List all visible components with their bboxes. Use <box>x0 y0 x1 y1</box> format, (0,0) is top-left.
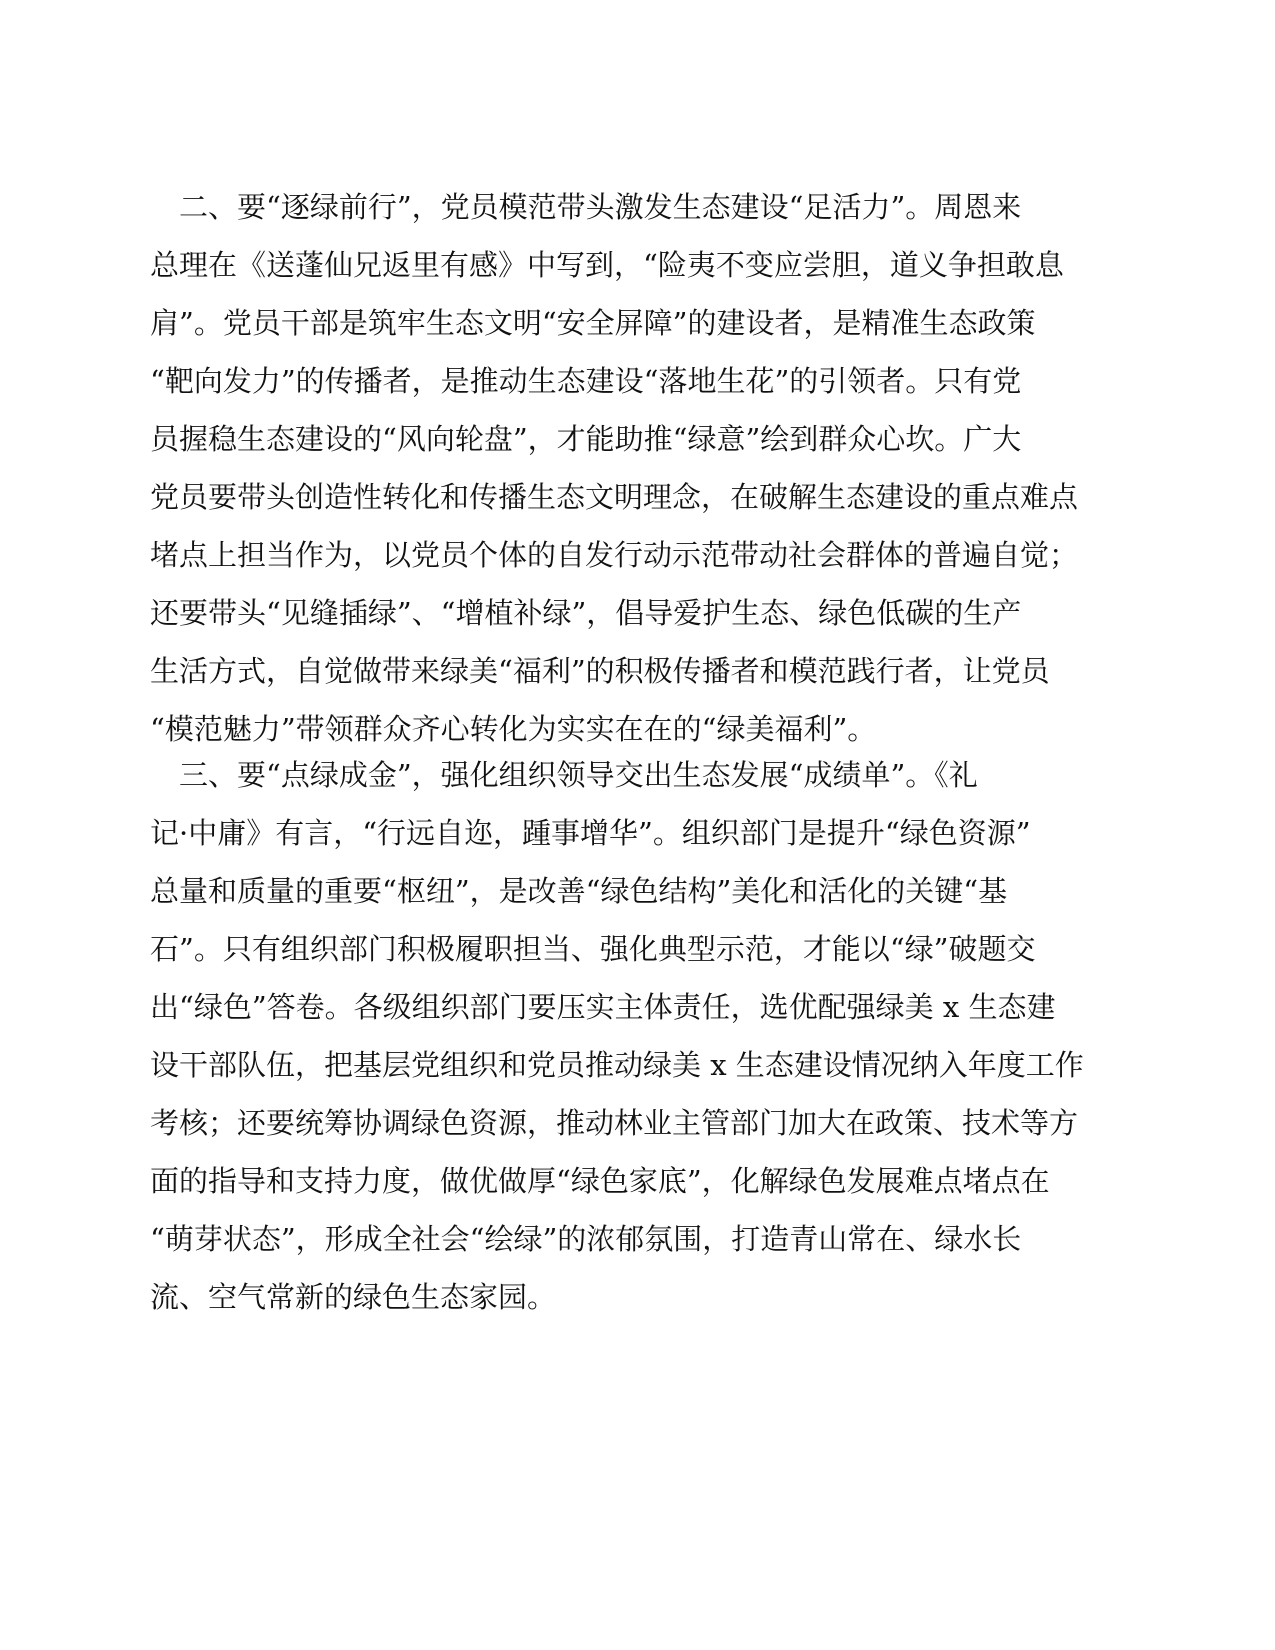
paragraph-line: “萌芽状态”，形成全社会“绘绿”的浓郁氛围，打造青山常在、绿水长 <box>150 1222 1022 1256</box>
paragraph-line: 出“绿色”答卷。各级组织部门要压实主体责任，选优配强绿美 x 生态建 <box>150 990 1056 1024</box>
paragraph-line: 员握稳生态建设的“风向轮盘”，才能助推“绿意”绘到群众心坎。广大 <box>150 422 1022 456</box>
paragraph-line: 总理在《送蓬仙兄返里有感》中写到，“险夷不变应尝胆，道义争担敢息 <box>150 248 1064 282</box>
paragraph-section-three <box>150 746 1100 1326</box>
paragraph-line: 石”。只有组织部门积极履职担当、强化典型示范，才能以“绿”破题交 <box>150 932 1036 966</box>
paragraph-line: “模范魅力”带领群众齐心转化为实实在在的“绿美福利”。 <box>150 712 877 746</box>
paragraph-line: 三、要“点绿成金”，强化组织领导交出生态发展“成绩单”。《礼 <box>150 758 978 792</box>
paragraph-line: 总量和质量的重要“枢纽”，是改善“绿色结构”美化和活化的关键“基 <box>150 874 1008 908</box>
paragraph-line: 二、要“逐绿前行”，党员模范带头激发生态建设“足活力”。周恩来 <box>150 190 1022 224</box>
paragraph-section-two <box>150 178 1100 758</box>
paragraph-line: 还要带头“见缝插绿”、“增植补绿”，倡导爱护生态、绿色低碳的生产 <box>150 596 1022 630</box>
paragraph-line: 面的指导和支持力度，做优做厚“绿色家底”，化解绿色发展难点堵点在 <box>150 1164 1050 1198</box>
paragraph-line: 肩”。党员干部是筑牢生态文明“安全屏障”的建设者，是精准生态政策 <box>150 306 1036 340</box>
paragraph-line: 设干部队伍，把基层党组织和党员推动绿美 x 生态建设情况纳入年度工作 <box>150 1048 1084 1082</box>
paragraph-line: 生活方式，自觉做带来绿美“福利”的积极传播者和模范践行者，让党员 <box>150 654 1050 688</box>
paragraph-line: “靶向发力”的传播者，是推动生态建设“落地生花”的引领者。只有党 <box>150 364 1022 398</box>
paragraph-line: 堵点上担当作为，以党员个体的自发行动示范带动社会群体的普遍自觉； <box>150 538 1079 572</box>
paragraph-line: 考核；还要统筹协调绿色资源，推动林业主管部门加大在政策、技术等方 <box>150 1106 1079 1140</box>
paragraph-line: 流、空气常新的绿色生态家园。 <box>150 1280 557 1314</box>
paragraph-line: 党员要带头创造性转化和传播生态文明理念，在破解生态建设的重点难点 <box>150 480 1079 514</box>
paragraph-line: 记·中庸》有言，“行远自迩，踵事增华”。组织部门是提升“绿色资源” <box>150 816 1031 850</box>
